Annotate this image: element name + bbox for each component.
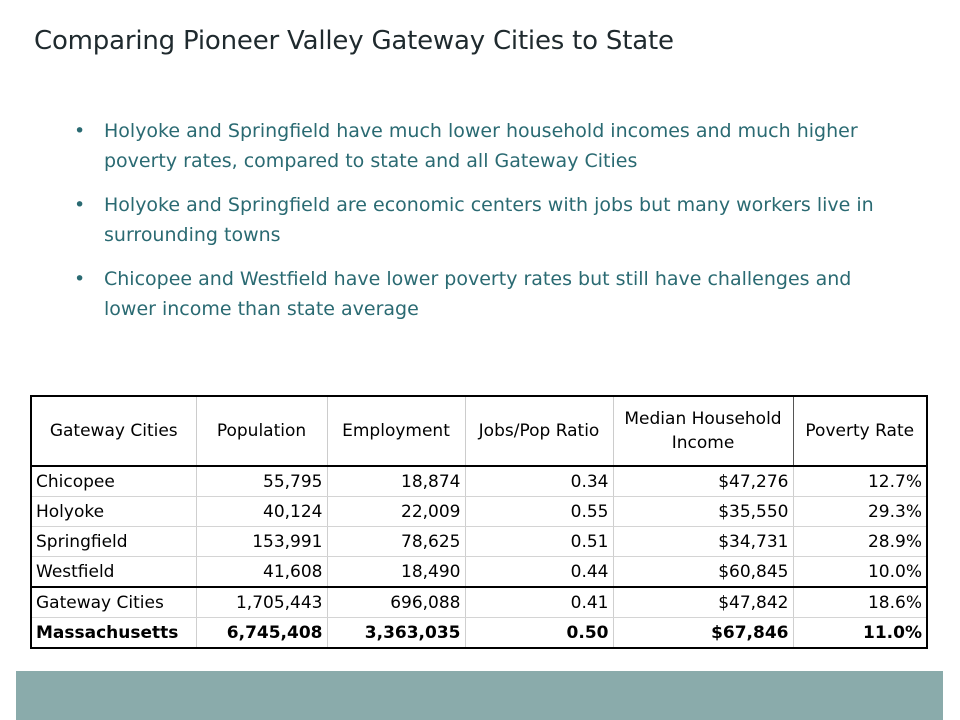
table-cell: 22,009 xyxy=(327,497,465,527)
table-cell: 18.6% xyxy=(793,587,926,618)
bullet-text: Holyoke and Springfield are economic centers with jobs but many workers live in surrounding towns xyxy=(104,194,874,246)
table-cell: 29.3% xyxy=(793,497,926,527)
column-header: Median Household Income xyxy=(613,397,793,466)
table-cell: 0.51 xyxy=(465,527,613,557)
table-row xyxy=(32,618,926,648)
table-row xyxy=(32,587,926,618)
table-cell: $47,842 xyxy=(613,587,793,618)
table-body xyxy=(32,466,926,647)
table-cell: $35,550 xyxy=(613,497,793,527)
table-cell: 28.9% xyxy=(793,527,926,557)
column-header: Gateway Cities xyxy=(32,397,196,466)
row-label-cell: Westfield xyxy=(32,557,196,588)
bullet-icon: • xyxy=(74,120,86,142)
table-row xyxy=(32,527,926,557)
data-table-frame xyxy=(30,395,928,649)
table-cell: $67,846 xyxy=(613,618,793,648)
row-label-cell: Springfield xyxy=(32,527,196,557)
table-cell: 18,874 xyxy=(327,466,465,497)
table-cell: 40,124 xyxy=(196,497,327,527)
table-cell: 0.44 xyxy=(465,557,613,588)
bullet-icon: • xyxy=(74,268,86,290)
table-cell: 3,363,035 xyxy=(327,618,465,648)
gateway-cities-table xyxy=(32,397,926,647)
table-cell: 1,705,443 xyxy=(196,587,327,618)
slide-title: Comparing Pioneer Valley Gateway Cities to State xyxy=(34,26,674,56)
bullet-item xyxy=(74,190,874,250)
table-cell: 11.0% xyxy=(863,622,922,643)
table-cell: 0.55 xyxy=(465,497,613,527)
row-label-cell: Chicopee xyxy=(32,466,196,497)
column-header: Population xyxy=(196,397,327,466)
table-row xyxy=(32,497,926,527)
table-cell: 55,795 xyxy=(196,466,327,497)
table-cell: 12.7% xyxy=(793,466,926,497)
row-label-cell: Holyoke xyxy=(32,497,196,527)
table-cell: 41,608 xyxy=(196,557,327,588)
table-cell: 10.0% xyxy=(793,557,926,588)
column-header: Poverty Rate xyxy=(793,397,926,466)
table-cell: $47,276 xyxy=(613,466,793,497)
table-header-row xyxy=(32,397,926,466)
footer-bar xyxy=(16,671,943,720)
table-cell: 78,625 xyxy=(327,527,465,557)
bullet-item xyxy=(74,264,874,324)
table-cell: 153,991 xyxy=(196,527,327,557)
column-header: Employment xyxy=(327,397,465,466)
table-cell: 6,745,408 xyxy=(196,618,327,648)
table-cell: 0.50 xyxy=(465,618,613,648)
column-header: Jobs/Pop Ratio xyxy=(465,397,613,466)
table-cell: $34,731 xyxy=(613,527,793,557)
bullet-text: Chicopee and Westfield have lower poverty rates but still have challenges and lower income than state average xyxy=(104,268,852,320)
table-row xyxy=(32,466,926,497)
bullet-list xyxy=(74,116,874,338)
table-cell: $60,845 xyxy=(613,557,793,588)
bullet-item xyxy=(74,116,874,176)
table-cell: 18,490 xyxy=(327,557,465,588)
row-label-cell: Gateway Cities xyxy=(32,587,196,618)
table-cell: 0.41 xyxy=(465,587,613,618)
table-cell: 696,088 xyxy=(327,587,465,618)
table-row xyxy=(32,557,926,588)
bullet-icon: • xyxy=(74,194,86,216)
table-cell: 0.34 xyxy=(465,466,613,497)
row-label-cell: Massachusetts xyxy=(32,618,196,648)
bullet-text: Holyoke and Springfield have much lower household incomes and much higher poverty rates, compared to state and all Gateway Cities xyxy=(104,120,858,172)
